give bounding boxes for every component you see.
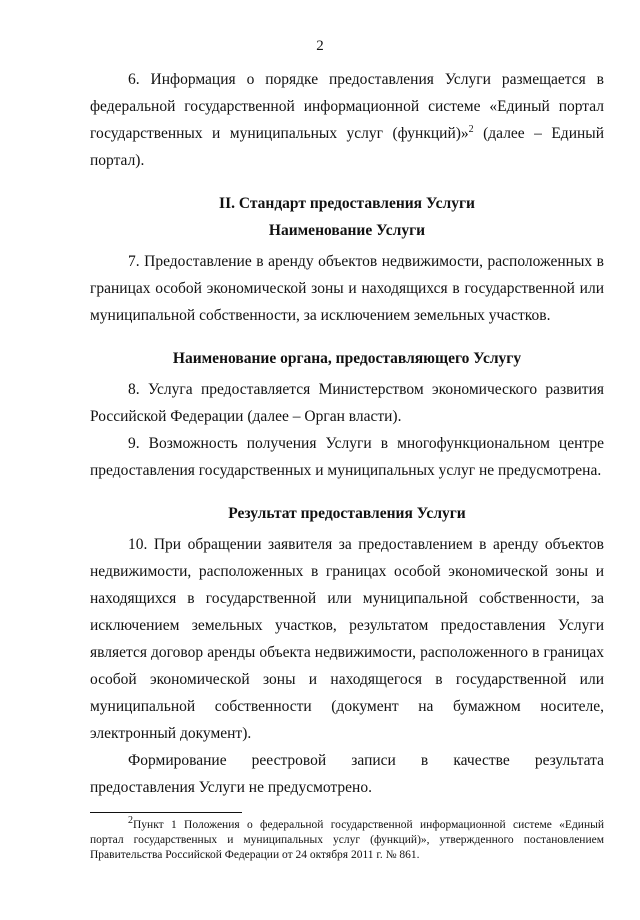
- paragraph-8: 8. Услуга предоставляется Министерством экономического развития Российской Федерации (далее – Орган власти).: [90, 381, 604, 425]
- paragraph-10: 10. При обращении заявителя за предоставлением в аренду объектов недвижимости, расположенных в границах особой экономической зоны и находящихся в государственной или муниципальной собственности, за исключением земельных участков, результатом предоставления Услуги является договор аренды объекта недвижимости, расположенного в границах особой экономической зоны и находящегося в государственной или муниципальной собственности (документ на бумажном носителе, электронный документ).: [90, 536, 604, 742]
- footnote-text: Пункт 1 Положения о федеральной государственной информационной системе «Единый портал государственных и муниципальных услуг (функций)», утвержденного постановлением Правительства Российской Федерации от 24 октября 2011 г. № 861.: [90, 819, 604, 861]
- heading-service-result: Результат предоставления Услуги: [228, 505, 466, 522]
- footnote: [90, 815, 604, 863]
- footnote-marker: 2: [128, 815, 133, 827]
- paragraph-6-tail: (далее – Единый портал).: [90, 125, 604, 169]
- paragraph-7: 7. Предоставление в аренду объектов недвижимости, расположенных в границах особой экономической зоны и находящихся в государственной или муниципальной собственности, за исключением земельных участков.: [90, 253, 604, 324]
- paragraph-6-text: 6. Информация о порядке предоставления Услуги размещается в федеральной государственной информационной системе «Единый портал государственных и муниципальных услуг (функций)»: [90, 71, 604, 142]
- section-title: II. Стандарт предоставления Услуги: [219, 195, 475, 212]
- page-number: 2: [316, 38, 324, 54]
- heading-service-organ: Наименование органа, предоставляющего Услугу: [172, 350, 522, 367]
- footnote-separator: [90, 812, 242, 813]
- paragraph-registry: Формирование реестровой записи в качестве результата предоставления Услуги не предусмотрено.: [90, 752, 604, 796]
- footnote-reference[interactable]: 2: [468, 123, 474, 135]
- paragraph-9: 9. Возможность получения Услуги в многофункциональном центре предоставления государственных и муниципальных услуг не предусмотрена.: [90, 435, 604, 479]
- paragraph-6: [90, 66, 604, 174]
- document-body: [90, 66, 604, 801]
- heading-service-name: Наименование Услуги: [268, 222, 426, 239]
